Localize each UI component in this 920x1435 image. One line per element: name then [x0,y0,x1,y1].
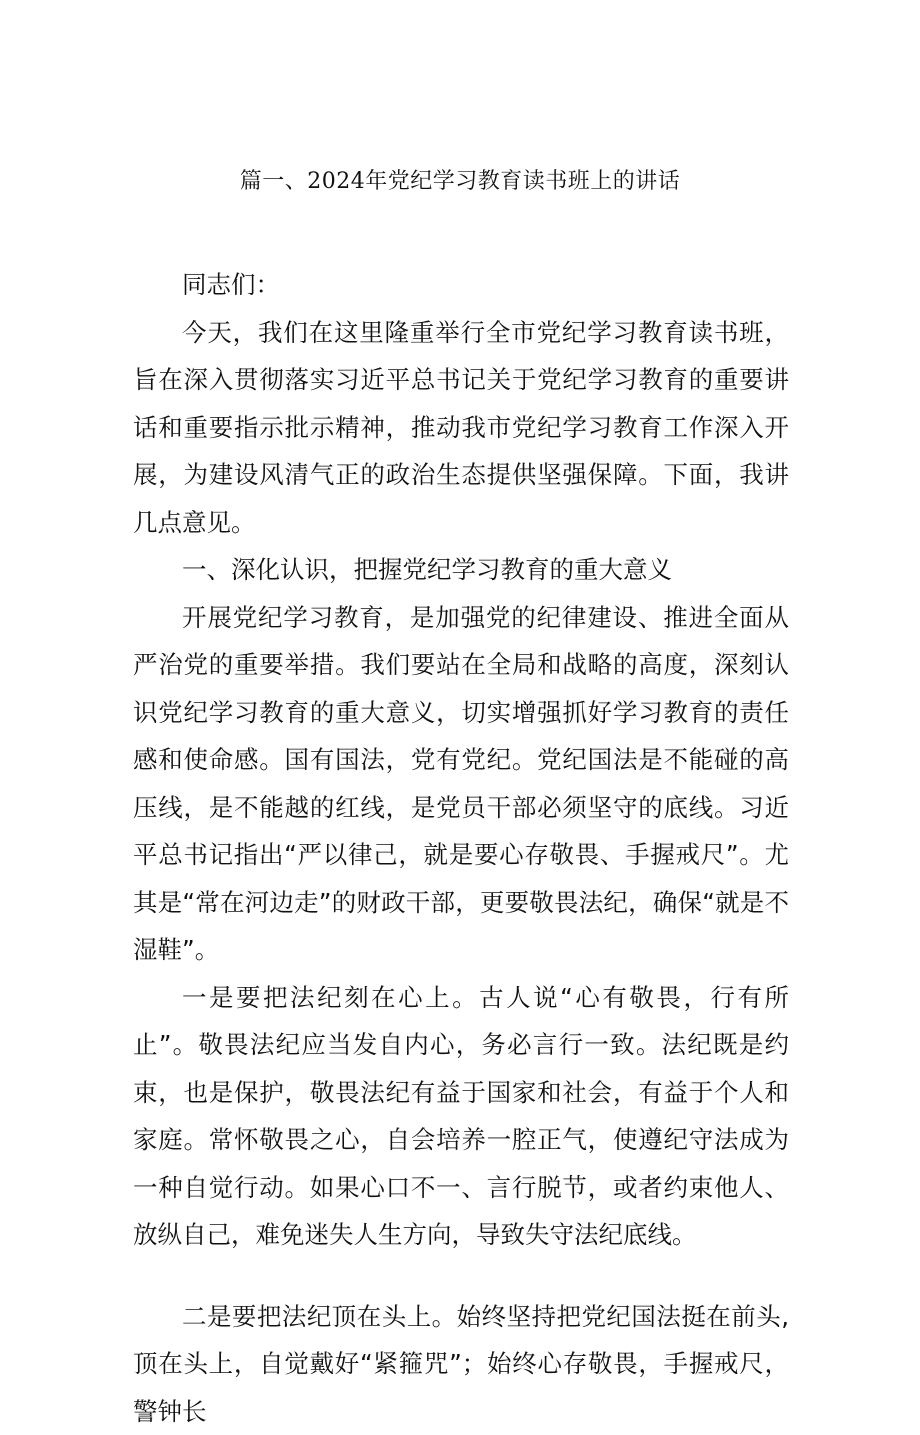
section-heading: 一、深化认识，把握党纪学习教育的重大意义 [133,546,789,594]
point-two-paragraph: 二是要把法纪顶在头上。始终坚持把党纪国法挺在前头,顶在头上，自觉戴好“紧箍咒”；始终心存敬畏，手握戒尺，警钟长 [133,1293,789,1435]
body-paragraph: 开展党纪学习教育，是加强党的纪律建设、推进全面从严治党的重要举措。我们要站在全局和战略的高度，深刻认识党纪学习教育的重大意义，切实增强抓好学习教育的责任感和使命感。国有国法，党有党纪。党纪国法是不能碰的高压线，是不能越的红线，是党员干部必须坚守的底线。习近平总书记指出“严以律己，就是要心存敬畏、手握戒尺”。尤其是“常在河边走”的财政干部，更要敬畏法纪，确保“就是不湿鞋”。 [133,594,789,974]
document-title: 篇一、2024年党纪学习教育读书班上的讲话 [0,163,920,201]
opening-paragraph: 今天，我们在这里隆重举行全市党纪学习教育读书班，旨在深入贯彻落实习近平总书记关于党纪学习教育的重要讲话和重要指示批示精神，推动我市党纪学习教育工作深入开展，为建设风清气正的政治生态提供坚强保障。下面，我讲几点意见。 [133,309,789,547]
point-one-paragraph: 一是要把法纪刻在心上。古人说“心有敬畏，行有所止”。敬畏法纪应当发自内心，务必言行一致。法纪既是约束，也是保护，敬畏法纪有益于国家和社会，有益于个人和家庭。常怀敬畏之心，自会培养一腔正气，使遵纪守法成为一种自觉行动。如果心口不一、言行脱节，或者约束他人、放纵自己，难免迷失人生方向，导致失守法纪底线。 [133,974,789,1259]
document-body [133,261,789,1435]
salutation-paragraph: 同志们： [133,261,789,309]
